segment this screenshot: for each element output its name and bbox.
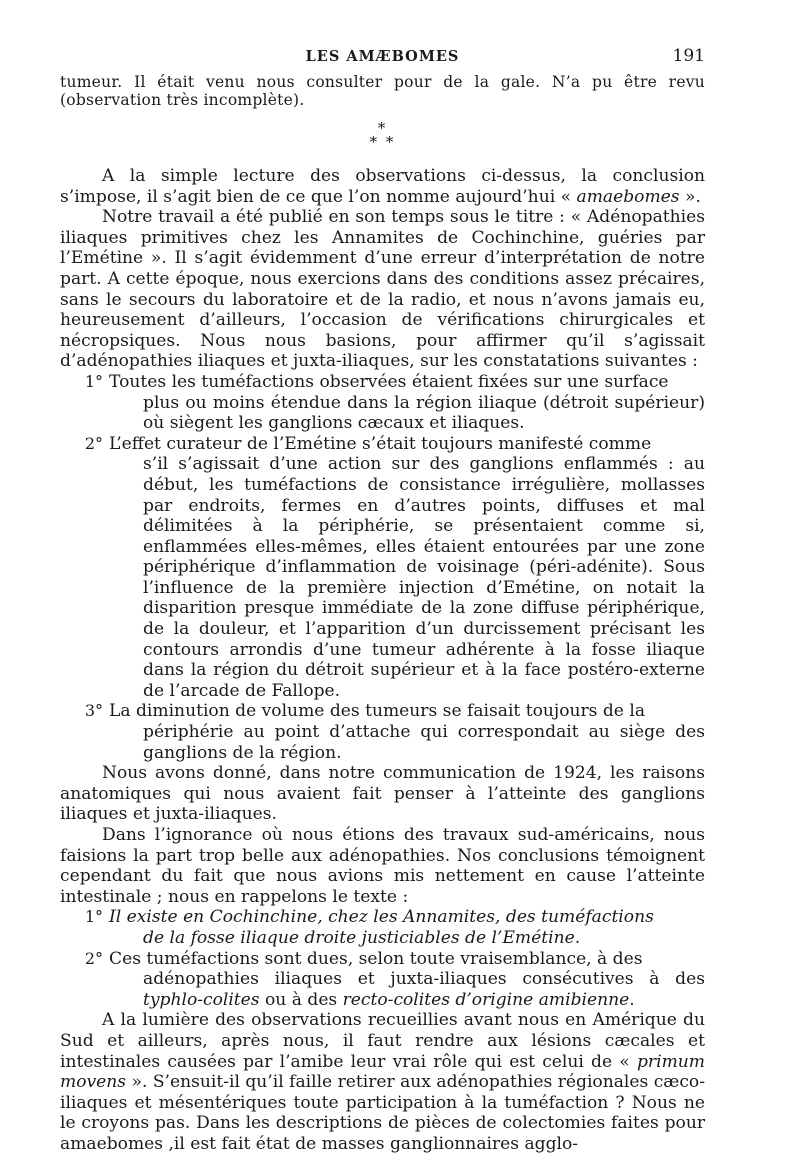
observations-list [60, 372, 705, 763]
paragraph-conclusion-end: ». [679, 186, 701, 207]
list-item-first-line: Ces tuméfactions sont dues, selon toute vraisemblance, à des [109, 948, 643, 969]
list-item-number: 2° [84, 948, 103, 968]
list-item-continuation: plus ou moins étendue dans la région iliaque (détroit supérieur) où siègent les ganglions cæcaux et iliaques. [143, 392, 705, 434]
list-item [60, 701, 705, 763]
paragraph-south-america-end: ». S’ensuit-il qu’il faille retirer aux adénopathies régionales cæco-iliaques et mésentériques toute participation à la tuméfaction ? Nous ne le croyons pas. Dans les descriptions de pièces de colectomies faites pour amaebomes ,il est fait état de masses ganglionnaires agglo- [60, 1072, 705, 1154]
paragraph-publication: Notre travail a été publié en son temps sous le titre : « Adénopathies iliaques primitives chez les Annamites de Cochinchine, guéries par l’Emétine ». Il s’agit évidemment d’une erreur d’interprétation de notre part. A cette époque, nous exercions dans des conditions assez précaires, sans le secours du laboratoire et de la radio, et nous n’avons jamais eu, heureusement d’ailleurs, l’occasion de vérifications chirurgicales et nécropsiques. Nous nous basions, pour affirmer qu’il s’agissait d’adénopathies iliaques et juxta-iliaques, sur les constatations suivantes : [60, 207, 705, 372]
list-item-text [109, 949, 705, 1011]
term-primum-movens: primum movens [60, 1051, 705, 1093]
term-recto-colites: recto-colites d’origine amibienne [342, 989, 630, 1010]
list-item-continuation: s’il s’agissait d’une action sur des ganglions enflammés : au début, les tuméfactions de consistance irrégulière, mollasses par endroits, fermes en d’autres points, diffuses et mal délimitées à la périphérie, se présentaient comme si, enflammées elles-mêmes, elles étaient entourées par une zone périphérique d’inflammation de voisinage (péri-adénite). Sous l’influence de la première injection d’Emétine, on notait la disparition presque immédiate de la zone diffuse périphérique, de la douleur, et l’apparition d’un durcissement précisant les contours arrondis d’une tumeur adhérente à la fosse iliaque dans la région du détroit supérieur et à la face postéro-externe de l’arcade de Fallope. [143, 454, 705, 701]
list-item-number: 1° [84, 907, 103, 927]
paragraph-south-america [60, 1010, 705, 1154]
page-number: 191 [672, 46, 705, 66]
list-item-first-line: La diminution de volume des tumeurs se faisait toujours de la [109, 701, 646, 722]
list-item-text [109, 372, 705, 434]
list-item-text [109, 434, 705, 702]
list-item-continuation [143, 928, 705, 949]
separator-star-bottom: * * [369, 133, 396, 151]
list-item [60, 434, 705, 702]
list-item-first-line: Toutes les tuméfactions observées étaient fixées sur une surface [109, 371, 669, 392]
list-item-first-line: L’effet curateur de l’Emétine s’était toujours manifesté comme [109, 433, 652, 454]
list-item-number: 1° [84, 371, 103, 391]
running-title: LES AMÆBOMES [305, 48, 460, 65]
list-item-first-line [109, 907, 705, 928]
list-item-continuation [143, 969, 705, 1010]
list-item-number: 3° [84, 701, 103, 721]
list-item [60, 372, 705, 434]
term-amaebomes: amaebomes [576, 186, 680, 207]
paragraph-south-america-text: A la lumière des observations recueillies avant nous en Amérique du Sud et ailleurs, après nous, il faut rendre aux lésions cæcales et intestinales causées par l’amibe leur vrai rôle qui est celui de « [60, 1010, 705, 1072]
paragraph-communication-1924: Nous avons donné, dans notre communication de 1924, les raisons anatomiques qui nous avaient fait penser à l’atteinte des ganglions iliaques et juxta-iliaques. [60, 763, 705, 825]
list-item [60, 907, 705, 948]
quoted-conclusion-1b: de la fosse iliaque droite justiciables de l’Emétine. [143, 927, 581, 948]
separator-star-top: * [377, 119, 388, 137]
paragraph-conclusion-text: A la simple lecture des observations ci-dessus, la conclusion s’impose, il s’agit bien de ce que l’on nomme aujourd’hui « [60, 166, 705, 207]
book-page [60, 40, 705, 1155]
list-item-text [109, 907, 705, 948]
conclusion-2-join: ou à des [259, 989, 343, 1010]
conclusion-2-end: . [629, 989, 635, 1010]
conclusion-2-text: adénopathies iliaques et juxta-iliaques consécutives à des [143, 969, 705, 990]
paragraph-ignorance: Dans l’ignorance où nous étions des travaux sud-américains, nous faisions la part trop belle aux adénopathies. Nos conclusions témoignent cependant du fait que nous avions mis nettement en cause l’atteinte intestinale ; nous en rappelons le texte : [60, 825, 705, 907]
section-separator [60, 121, 705, 149]
intro-fragment: tumeur. Il était venu nous consulter pour de la gale. N’a pu être revu (observation très incomplète). [60, 73, 705, 109]
conclusions-list [60, 907, 705, 1010]
term-typhlo-colites: typhlo-colites [143, 989, 260, 1010]
list-item-number: 2° [84, 433, 103, 453]
page-header [60, 40, 705, 74]
quoted-conclusion-1a: Il existe en Cochinchine, chez les Annamites, des tuméfactions [109, 907, 654, 928]
list-item [60, 949, 705, 1011]
list-item-continuation: périphérie au point d’attache qui correspondait au siège des ganglions de la région. [143, 722, 705, 763]
list-item-text [109, 701, 705, 763]
paragraph-conclusion [60, 166, 705, 207]
